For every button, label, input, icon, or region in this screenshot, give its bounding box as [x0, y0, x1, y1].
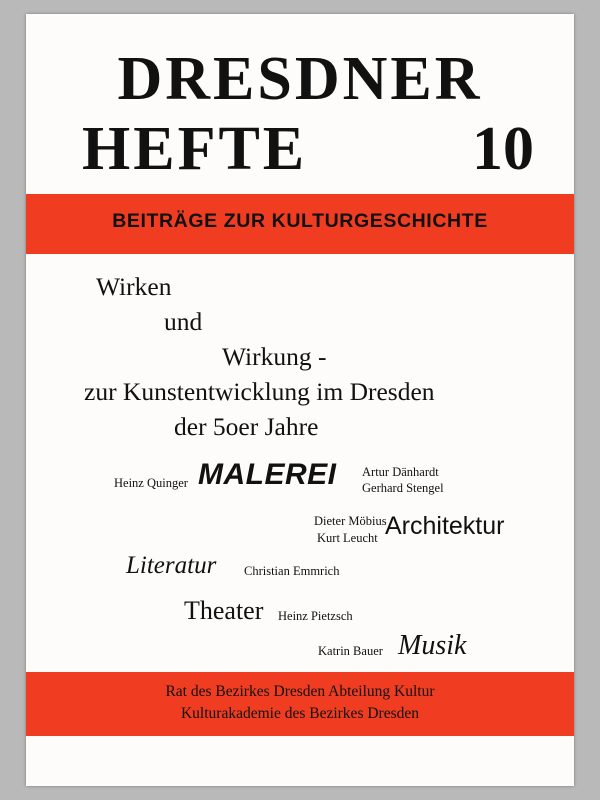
main-title-line-3: Wirkung -	[222, 342, 327, 371]
discipline-literatur: Literatur	[126, 552, 217, 579]
contributor-katrin-bauer: Katrin Bauer	[318, 644, 383, 658]
journal-title-line-2: HEFTE	[82, 115, 308, 183]
masthead	[26, 14, 574, 192]
journal-subtitle: BEITRÄGE ZUR KULTURGESCHICHTE	[112, 210, 488, 232]
contributor-artur-daenhardt: Artur Dänhardt	[362, 465, 439, 479]
publisher-footer	[26, 681, 574, 726]
publisher-line-1: Rat des Bezirkes Dresden Abteilung Kultur	[165, 683, 435, 700]
contributors-collage	[26, 454, 574, 664]
discipline-theater: Theater	[184, 596, 264, 625]
contributor-dieter-moebius: Dieter Möbius	[314, 514, 387, 528]
book-cover	[26, 14, 574, 786]
contributor-gerhard-stengel: Gerhard Stengel	[362, 481, 444, 495]
publisher-line-2: Kulturakademie des Bezirkes Dresden	[180, 705, 419, 723]
main-title-line-1: Wirken	[96, 272, 172, 301]
contributor-heinz-quinger: Heinz Quinger	[114, 476, 188, 490]
main-title-line-5: der 5oer Jahre	[174, 412, 319, 441]
journal-title-row-2	[26, 115, 574, 183]
discipline-malerei: MALEREI	[198, 458, 337, 491]
main-title-line-4: zur Kunstentwicklung im Dresden	[84, 377, 435, 406]
journal-title-line-1: DRESDNER	[117, 45, 483, 113]
contributor-kurt-leucht: Kurt Leucht	[317, 531, 378, 545]
discipline-musik: Musik	[398, 630, 467, 661]
issue-number: 10	[472, 115, 534, 183]
contributor-heinz-pietzsch: Heinz Pietzsch	[278, 609, 353, 623]
main-title-line-2: und	[164, 307, 203, 336]
contributor-christian-emmrich: Christian Emmrich	[244, 564, 340, 578]
discipline-architektur: Architektur	[385, 512, 505, 540]
